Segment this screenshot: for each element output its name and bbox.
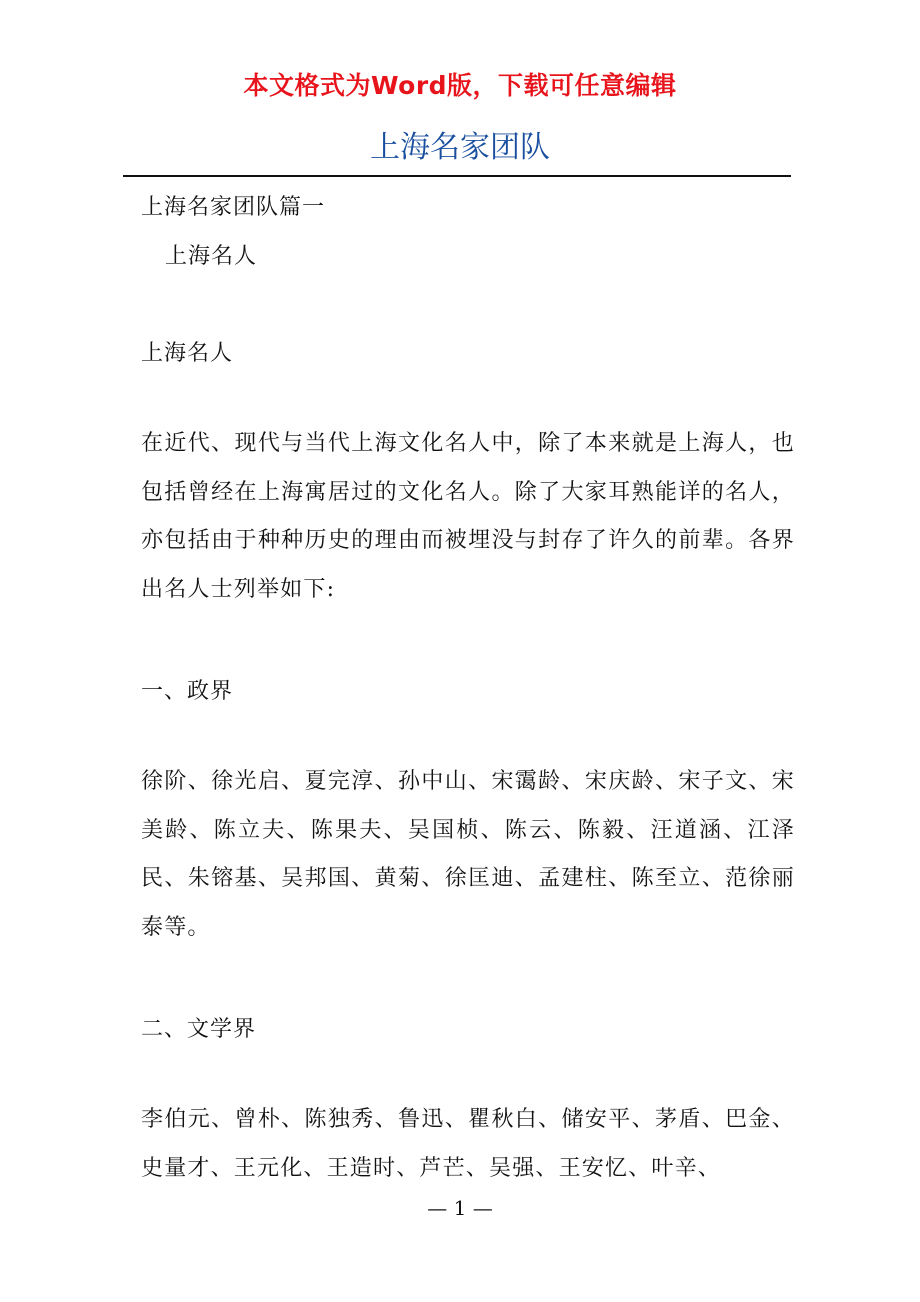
document-title: 上海名家团队 bbox=[370, 130, 550, 165]
politics-heading: 一、政界 bbox=[141, 679, 234, 704]
politics-list: 徐阶、徐光启、夏完淳、孙中山、宋霭龄、宋庆龄、宋子文、宋美龄、陈立夫、陈果夫、吴国桢、陈云、陈毅、汪道涵、江泽民、朱镕基、吴邦国、黄菊、徐匡迪、孟建柱、陈至立、范徐丽泰等。 bbox=[141, 769, 795, 940]
header-divider bbox=[123, 175, 791, 177]
intro-paragraph: 在近代、现代与当代上海文化名人中，除了本来就是上海人，也包括曾经在上海寓居过的文化名人。除了大家耳熟能详的名人，亦包括由于种种历史的理由而被埋没与封存了许久的前辈。各界出名人士列举如下: bbox=[141, 431, 795, 602]
subheading: 上海名人 bbox=[165, 244, 258, 269]
literature-list: 李伯元、曾朴、陈独秀、鲁迅、瞿秋白、储安平、茅盾、巴金、史量才、王元化、王造时、芦芒、吴强、王安忆、叶辛、 bbox=[141, 1107, 795, 1181]
literature-heading: 二、文学界 bbox=[141, 1017, 257, 1042]
page-number: — 1 — bbox=[427, 1196, 493, 1220]
format-banner: 本文格式为Word版，下载可任意编辑 bbox=[243, 71, 677, 100]
heading-famous-people: 上海名人 bbox=[141, 341, 234, 366]
section-heading: 上海名家团队篇一 bbox=[141, 195, 326, 220]
